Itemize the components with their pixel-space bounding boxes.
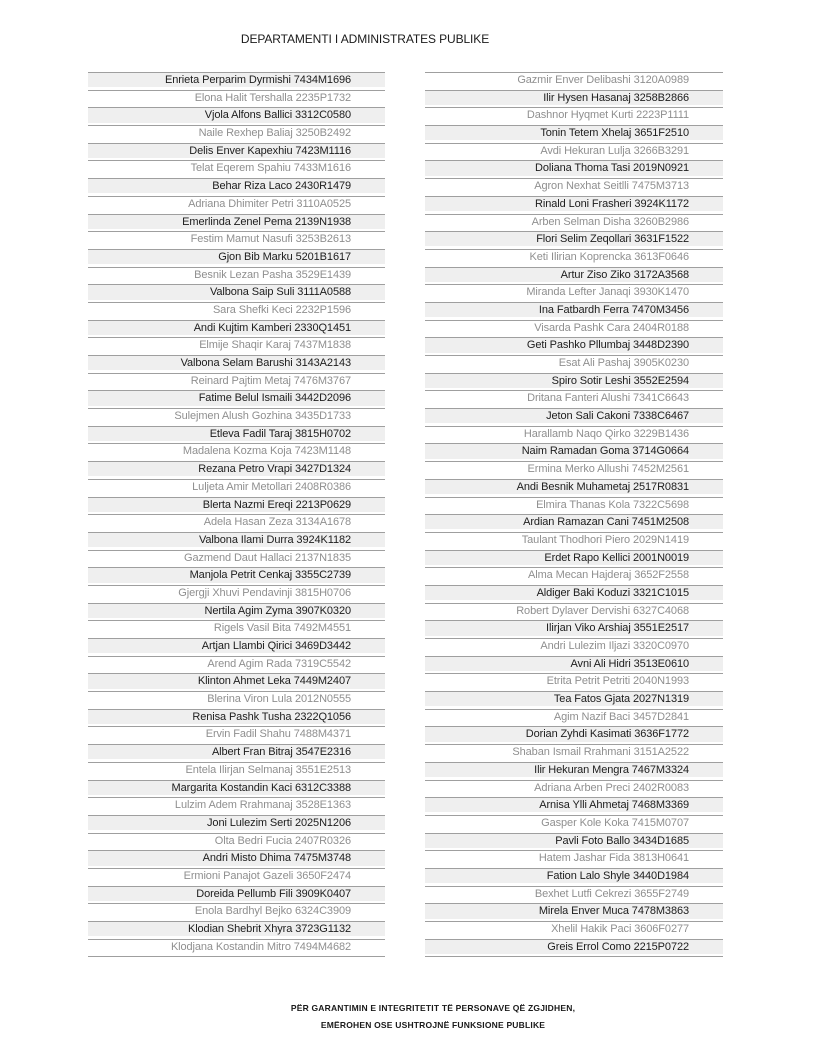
name-list-columns bbox=[88, 72, 723, 957]
person-entry-text: Visarda Pashk Cara 2404R0188 bbox=[425, 321, 723, 335]
person-entry-text: Enola Bardhyl Bejko 6324C3909 bbox=[88, 904, 385, 918]
person-row bbox=[88, 673, 385, 691]
person-row bbox=[88, 72, 385, 90]
person-entry-text: Andri Misto Dhima 7475M3748 bbox=[88, 851, 385, 865]
person-row bbox=[425, 532, 723, 550]
person-entry-text: Keti Ilirian Koprencka 3613F0646 bbox=[425, 250, 723, 264]
person-row bbox=[425, 780, 723, 798]
person-row bbox=[425, 320, 723, 338]
person-row bbox=[425, 939, 723, 957]
person-row bbox=[88, 903, 385, 921]
person-entry-text: Elmije Shaqir Karaj 7437M1838 bbox=[88, 338, 385, 352]
person-entry-text: Spiro Sotir Leshi 3552E2594 bbox=[425, 374, 723, 388]
person-row bbox=[425, 762, 723, 780]
person-entry-text: Manjola Petrit Cenkaj 3355C2739 bbox=[88, 568, 385, 582]
person-row bbox=[425, 726, 723, 744]
person-row bbox=[88, 160, 385, 178]
person-row bbox=[425, 656, 723, 674]
person-entry-text: Albert Fran Bitraj 3547E2316 bbox=[88, 745, 385, 759]
person-entry-text: Margarita Kostandin Kaci 6312C3388 bbox=[88, 781, 385, 795]
person-entry-text: Valbona Selam Barushi 3143A2143 bbox=[88, 356, 385, 370]
person-entry-text: Ina Fatbardh Ferra 7470M3456 bbox=[425, 303, 723, 317]
person-row bbox=[425, 443, 723, 461]
person-row bbox=[425, 461, 723, 479]
person-row bbox=[88, 497, 385, 515]
person-row bbox=[88, 921, 385, 939]
person-entry-text: Blerina Viron Lula 2012N0555 bbox=[88, 692, 385, 706]
person-entry-text: Andri Lulezim Iljazi 3320C0970 bbox=[425, 639, 723, 653]
person-row bbox=[88, 709, 385, 727]
person-row bbox=[88, 833, 385, 851]
person-row bbox=[425, 267, 723, 285]
person-row bbox=[425, 585, 723, 603]
person-entry-text: Etleva Fadil Taraj 3815H0702 bbox=[88, 427, 385, 441]
person-row bbox=[88, 691, 385, 709]
page-footer bbox=[50, 1000, 816, 1034]
person-entry-text: Enrieta Perparim Dyrmishi 7434M1696 bbox=[88, 73, 385, 87]
person-entry-text: Robert Dylaver Dervishi 6327C4068 bbox=[425, 604, 723, 618]
person-row bbox=[88, 267, 385, 285]
person-row bbox=[425, 390, 723, 408]
person-row bbox=[88, 868, 385, 886]
person-entry-text: Artjan Llambi Qirici 3469D3442 bbox=[88, 639, 385, 653]
person-row bbox=[425, 355, 723, 373]
person-entry-text: Lulzim Adem Rrahmanaj 3528E1363 bbox=[88, 798, 385, 812]
person-entry-text: Hatem Jashar Fida 3813H0641 bbox=[425, 851, 723, 865]
footer-line-2: EMËROHEN OSE USHTROJNË FUNKSIONE PUBLIKE bbox=[320, 1020, 546, 1030]
person-row bbox=[88, 443, 385, 461]
person-entry-text: Adela Hasan Zeza 3134A1678 bbox=[88, 515, 385, 529]
person-entry-text: Erdet Rapo Kellici 2001N0019 bbox=[425, 551, 723, 565]
person-row bbox=[425, 709, 723, 727]
person-row bbox=[425, 691, 723, 709]
person-row bbox=[88, 337, 385, 355]
person-row bbox=[425, 373, 723, 391]
person-entry-text: Madalena Kozma Koja 7423M1148 bbox=[88, 444, 385, 458]
person-row bbox=[88, 231, 385, 249]
person-row bbox=[425, 638, 723, 656]
person-row bbox=[425, 744, 723, 762]
person-entry-text: Gazmend Daut Hallaci 2137N1835 bbox=[88, 551, 385, 565]
person-entry-text: Gasper Kole Koka 7415M0707 bbox=[425, 816, 723, 830]
name-column-left bbox=[88, 72, 385, 957]
person-entry-text: Tonin Tetem Xhelaj 3651F2510 bbox=[425, 126, 723, 140]
person-entry-text: Rinald Loni Frasheri 3924K1172 bbox=[425, 197, 723, 211]
person-row bbox=[88, 461, 385, 479]
person-entry-text: Avni Ali Hidri 3513E0610 bbox=[425, 657, 723, 671]
person-row bbox=[88, 532, 385, 550]
person-entry-text: Blerta Nazmi Ereqi 2213P0629 bbox=[88, 498, 385, 512]
person-entry-text: Emerlinda Zenel Pema 2139N1938 bbox=[88, 215, 385, 229]
person-entry-text: Klodian Shebrit Xhyra 3723G1132 bbox=[88, 922, 385, 936]
person-row bbox=[88, 550, 385, 568]
person-entry-text: Pavli Foto Ballo 3434D1685 bbox=[425, 834, 723, 848]
person-row bbox=[425, 868, 723, 886]
person-row bbox=[88, 939, 385, 957]
person-row bbox=[88, 744, 385, 762]
person-row bbox=[425, 214, 723, 232]
person-row bbox=[425, 797, 723, 815]
person-row bbox=[88, 638, 385, 656]
person-entry-text: Klodjana Kostandin Mitro 7494M4682 bbox=[88, 940, 385, 954]
person-entry-text: Flori Selim Zeqollari 3631F1522 bbox=[425, 232, 723, 246]
person-entry-text: Vjola Alfons Ballici 3312C0580 bbox=[88, 108, 385, 122]
person-row bbox=[88, 726, 385, 744]
person-row bbox=[88, 214, 385, 232]
person-row bbox=[425, 178, 723, 196]
person-row bbox=[88, 107, 385, 125]
person-row bbox=[88, 302, 385, 320]
person-entry-text: Artur Ziso Ziko 3172A3568 bbox=[425, 268, 723, 282]
person-row bbox=[425, 408, 723, 426]
person-entry-text: Mirela Enver Muca 7478M3863 bbox=[425, 904, 723, 918]
person-entry-text: Adriana Arben Preci 2402R0083 bbox=[425, 781, 723, 795]
person-row bbox=[88, 850, 385, 868]
person-entry-text: Luljeta Amir Metollari 2408R0386 bbox=[88, 480, 385, 494]
person-row bbox=[88, 815, 385, 833]
person-row bbox=[425, 833, 723, 851]
person-row bbox=[88, 797, 385, 815]
person-row bbox=[425, 497, 723, 515]
person-entry-text: Festim Mamut Nasufi 3253B2613 bbox=[88, 232, 385, 246]
person-entry-text: Ermina Merko Allushi 7452M2561 bbox=[425, 462, 723, 476]
person-row bbox=[88, 390, 385, 408]
person-entry-text: Naile Rexhep Baliaj 3250B2492 bbox=[88, 126, 385, 140]
person-row bbox=[425, 72, 723, 90]
person-entry-text: Valbona Ilami Durra 3924K1182 bbox=[88, 533, 385, 547]
person-entry-text: Reinard Pajtim Metaj 7476M3767 bbox=[88, 374, 385, 388]
person-entry-text: Andi Besnik Muhametaj 2517R0831 bbox=[425, 480, 723, 494]
person-row bbox=[425, 337, 723, 355]
person-entry-text: Gjon Bib Marku 5201B1617 bbox=[88, 250, 385, 264]
person-entry-text: Telat Eqerem Spahiu 7433M1616 bbox=[88, 161, 385, 175]
person-row bbox=[425, 886, 723, 904]
person-row bbox=[425, 284, 723, 302]
person-row bbox=[88, 620, 385, 638]
person-entry-text: Sulejmen Alush Gozhina 3435D1733 bbox=[88, 409, 385, 423]
person-entry-text: Tea Fatos Gjata 2027N1319 bbox=[425, 692, 723, 706]
person-row bbox=[425, 921, 723, 939]
person-entry-text: Renisa Pashk Tusha 2322Q1056 bbox=[88, 710, 385, 724]
person-row bbox=[425, 160, 723, 178]
person-entry-text: Gjergji Xhuvi Pendavinji 3815H0706 bbox=[88, 586, 385, 600]
person-entry-text: Elona Halit Tershalla 2235P1732 bbox=[88, 91, 385, 105]
person-entry-text: Arben Selman Disha 3260B2986 bbox=[425, 215, 723, 229]
person-entry-text: Greis Errol Como 2215P0722 bbox=[425, 940, 723, 954]
person-entry-text: Harallamb Naqo Qirko 3229B1436 bbox=[425, 427, 723, 441]
person-entry-text: Doreida Pellumb Fili 3909K0407 bbox=[88, 887, 385, 901]
person-entry-text: Olta Bedri Fucia 2407R0326 bbox=[88, 834, 385, 848]
person-row bbox=[88, 355, 385, 373]
person-row bbox=[88, 196, 385, 214]
person-entry-text: Dorian Zyhdi Kasimati 3636F1772 bbox=[425, 727, 723, 741]
person-row bbox=[425, 479, 723, 497]
person-entry-text: Agim Nazif Baci 3457D2841 bbox=[425, 710, 723, 724]
person-entry-text: Fatime Belul Ismaili 3442D2096 bbox=[88, 391, 385, 405]
person-row bbox=[425, 514, 723, 532]
person-entry-text: Rezana Petro Vrapi 3427D1324 bbox=[88, 462, 385, 476]
person-entry-text: Adriana Dhimiter Petri 3110A0525 bbox=[88, 197, 385, 211]
footer-line-1: PËR GARANTIMIN E INTEGRITETIT TË PERSONAVE QË ZGJIDHEN, bbox=[290, 1003, 576, 1013]
person-row bbox=[88, 603, 385, 621]
person-row bbox=[88, 408, 385, 426]
person-entry-text: Valbona Saip Suli 3111A0588 bbox=[88, 285, 385, 299]
person-row bbox=[88, 762, 385, 780]
person-entry-text: Besnik Lezan Pasha 3529E1439 bbox=[88, 268, 385, 282]
person-row bbox=[88, 90, 385, 108]
person-entry-text: Andi Kujtim Kamberi 2330Q1451 bbox=[88, 321, 385, 335]
person-row bbox=[425, 249, 723, 267]
person-row bbox=[425, 143, 723, 161]
person-entry-text: Ervin Fadil Shahu 7488M4371 bbox=[88, 727, 385, 741]
person-entry-text: Elmira Thanas Kola 7322C5698 bbox=[425, 498, 723, 512]
person-row bbox=[88, 249, 385, 267]
person-row bbox=[425, 107, 723, 125]
person-row bbox=[88, 886, 385, 904]
person-entry-text: Etrita Petrit Petriti 2040N1993 bbox=[425, 674, 723, 688]
person-entry-text: Ilir Hekuran Mengra 7467M3324 bbox=[425, 763, 723, 777]
person-entry-text: Dashnor Hyqmet Kurti 2223P1111 bbox=[425, 108, 723, 122]
person-row bbox=[425, 603, 723, 621]
person-entry-text: Dritana Fanteri Alushi 7341C6643 bbox=[425, 391, 723, 405]
person-row bbox=[425, 567, 723, 585]
person-entry-text: Bexhet Lutfi Cekrezi 3655F2749 bbox=[425, 887, 723, 901]
person-entry-text: Avdi Hekuran Lulja 3266B3291 bbox=[425, 144, 723, 158]
name-column-right bbox=[425, 72, 723, 957]
person-row bbox=[88, 426, 385, 444]
person-entry-text: Aldiger Baki Koduzi 3321C1015 bbox=[425, 586, 723, 600]
person-row bbox=[88, 125, 385, 143]
page-title: DEPARTAMENTI I ADMINISTRATES PUBLIKE bbox=[240, 32, 490, 46]
person-row bbox=[425, 196, 723, 214]
person-row bbox=[88, 656, 385, 674]
person-entry-text: Agron Nexhat Seitlli 7475M3713 bbox=[425, 179, 723, 193]
person-row bbox=[425, 850, 723, 868]
person-entry-text: Ermioni Panajot Gazeli 3650F2474 bbox=[88, 869, 385, 883]
person-row bbox=[425, 426, 723, 444]
person-row bbox=[88, 479, 385, 497]
person-entry-text: Ilirjan Viko Arshiaj 3551E2517 bbox=[425, 621, 723, 635]
person-row bbox=[88, 284, 385, 302]
person-entry-text: Xhelil Hakik Paci 3606F0277 bbox=[425, 922, 723, 936]
person-entry-text: Nertila Agim Zyma 3907K0320 bbox=[88, 604, 385, 618]
person-row bbox=[88, 585, 385, 603]
person-entry-text: Miranda Lefter Janaqi 3930K1470 bbox=[425, 285, 723, 299]
person-entry-text: Doliana Thoma Tasi 2019N0921 bbox=[425, 161, 723, 175]
person-entry-text: Fation Lalo Shyle 3440D1984 bbox=[425, 869, 723, 883]
person-entry-text: Geti Pashko Pllumbaj 3448D2390 bbox=[425, 338, 723, 352]
person-entry-text: Delis Enver Kapexhiu 7423M1116 bbox=[88, 144, 385, 158]
person-row bbox=[425, 815, 723, 833]
person-entry-text: Arend Agim Rada 7319C5542 bbox=[88, 657, 385, 671]
person-row bbox=[425, 125, 723, 143]
person-row bbox=[88, 514, 385, 532]
person-row bbox=[425, 550, 723, 568]
person-row bbox=[88, 780, 385, 798]
person-entry-text: Sara Shefki Keci 2232P1596 bbox=[88, 303, 385, 317]
person-entry-text: Shaban Ismail Rrahmani 3151A2522 bbox=[425, 745, 723, 759]
person-row bbox=[425, 620, 723, 638]
person-entry-text: Klinton Ahmet Leka 7449M2407 bbox=[88, 674, 385, 688]
person-row bbox=[88, 320, 385, 338]
person-row bbox=[88, 178, 385, 196]
person-entry-text: Naim Ramadan Goma 3714G0664 bbox=[425, 444, 723, 458]
person-row bbox=[88, 373, 385, 391]
person-entry-text: Joni Lulezim Serti 2025N1206 bbox=[88, 816, 385, 830]
person-entry-text: Jeton Sali Cakoni 7338C6467 bbox=[425, 409, 723, 423]
person-entry-text: Ardian Ramazan Cani 7451M2508 bbox=[425, 515, 723, 529]
person-entry-text: Arnisa Ylli Ahmetaj 7468M3369 bbox=[425, 798, 723, 812]
person-row bbox=[425, 673, 723, 691]
person-row bbox=[88, 567, 385, 585]
person-row bbox=[425, 231, 723, 249]
person-entry-text: Esat Ali Pashaj 3905K0230 bbox=[425, 356, 723, 370]
person-row bbox=[425, 302, 723, 320]
person-entry-text: Rigels Vasil Bita 7492M4551 bbox=[88, 621, 385, 635]
person-entry-text: Behar Riza Laco 2430R1479 bbox=[88, 179, 385, 193]
person-entry-text: Ilir Hysen Hasanaj 3258B2866 bbox=[425, 91, 723, 105]
person-entry-text: Alma Mecan Hajderaj 3652F2558 bbox=[425, 568, 723, 582]
person-row bbox=[88, 143, 385, 161]
person-row bbox=[425, 90, 723, 108]
person-row bbox=[425, 903, 723, 921]
person-entry-text: Gazmir Enver Delibashi 3120A0989 bbox=[425, 73, 723, 87]
person-entry-text: Entela Ilirjan Selmanaj 3551E2513 bbox=[88, 763, 385, 777]
person-entry-text: Taulant Thodhori Piero 2029N1419 bbox=[425, 533, 723, 547]
